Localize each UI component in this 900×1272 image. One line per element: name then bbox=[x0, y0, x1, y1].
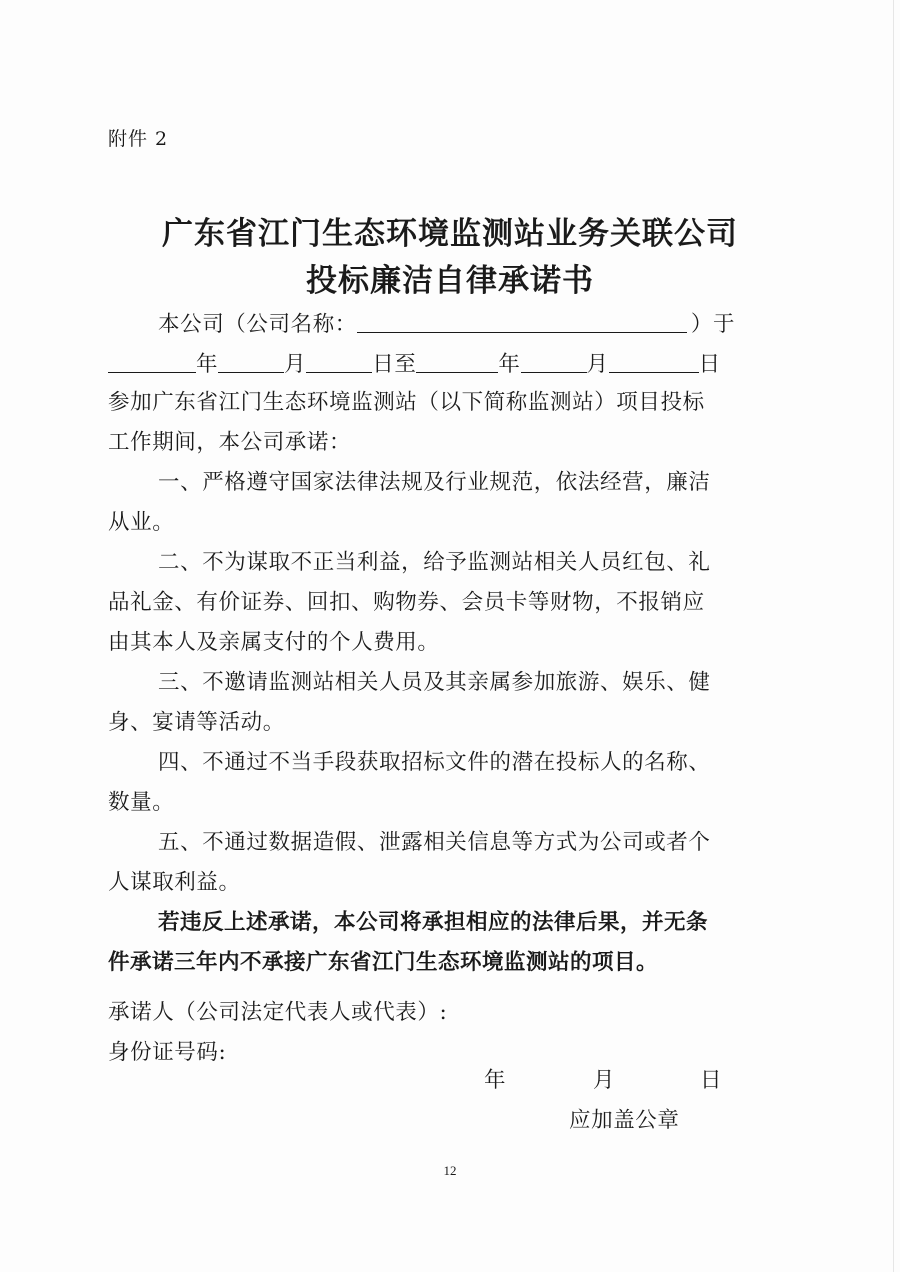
intro-line-1 bbox=[158, 310, 735, 338]
start-year-blank bbox=[108, 350, 196, 373]
item-3-line-2: 身、宴请等活动。 bbox=[108, 710, 285, 735]
item-3-line-1: 三、不邀请监测站相关人员及其亲属参加旅游、娱乐、健 bbox=[158, 670, 711, 695]
item-5-line-1: 五、不通过数据造假、泄露相关信息等方式为公司或者个 bbox=[158, 830, 711, 855]
item-2-line-3: 由其本人及亲属支付的个人费用。 bbox=[108, 630, 440, 655]
item-1-line-2: 从业。 bbox=[108, 510, 175, 535]
start-day-blank bbox=[306, 350, 372, 373]
intro-line-3: 参加广东省江门生态环境监测站（以下简称监测站）项目投标 bbox=[108, 390, 705, 415]
end-year-label: 年 bbox=[498, 352, 521, 377]
item-2-line-1: 二、不为谋取不正当利益，给予监测站相关人员红包、礼 bbox=[158, 550, 711, 575]
scan-edge-line bbox=[893, 0, 894, 1272]
start-month-label: 月 bbox=[284, 352, 307, 377]
attachment-label: 附件 2 bbox=[108, 128, 169, 150]
company-name-blank bbox=[357, 310, 687, 333]
item-4-line-1: 四、不通过不当手段获取招标文件的潜在投标人的名称、 bbox=[158, 750, 711, 775]
intro-line-2 bbox=[108, 350, 721, 378]
page-number: 12 bbox=[443, 1163, 457, 1178]
intro-line-4: 工作期间，本公司承诺： bbox=[108, 430, 352, 455]
item-1-line-1: 一、严格遵守国家法律法规及行业规范，依法经营，廉洁 bbox=[158, 470, 711, 495]
signatory-label: 承诺人（公司法定代表人或代表）: bbox=[108, 1000, 448, 1025]
intro-suffix: ）于 bbox=[690, 312, 736, 337]
item-2-line-2: 品礼金、有价证券、回扣、购物券、会员卡等财物，不报销应 bbox=[108, 590, 705, 615]
start-month-blank bbox=[218, 350, 284, 373]
end-month-label: 月 bbox=[586, 352, 609, 377]
date-month-label: 月 bbox=[593, 1068, 615, 1093]
item-5-line-2: 人谋取利益。 bbox=[108, 870, 241, 895]
penalty-line-1: 若违反上述承诺，本公司将承担相应的法律后果，并无条 bbox=[158, 910, 709, 935]
end-day-label: 日 bbox=[698, 352, 721, 377]
penalty-line-2: 件承诺三年内不承接广东省江门生态环境监测站的项目。 bbox=[108, 950, 659, 975]
title-line-2: 投标廉洁自律承诺书 bbox=[306, 263, 594, 299]
date-day-label: 日 bbox=[700, 1068, 722, 1093]
date-year-label: 年 bbox=[484, 1068, 506, 1093]
item-4-line-2: 数量。 bbox=[108, 790, 175, 815]
start-year-label: 年 bbox=[196, 352, 219, 377]
end-year-blank bbox=[416, 350, 498, 373]
title-line-1: 广东省江门生态环境监测站业务关联公司 bbox=[162, 216, 738, 252]
start-day-to-label: 日至 bbox=[372, 352, 417, 377]
end-day-blank bbox=[609, 350, 699, 373]
seal-note: 应加盖公章 bbox=[569, 1108, 680, 1133]
end-month-blank bbox=[521, 350, 587, 373]
intro-prefix: 本公司（公司名称： bbox=[158, 312, 357, 337]
id-number-label: 身份证号码: bbox=[108, 1040, 227, 1065]
